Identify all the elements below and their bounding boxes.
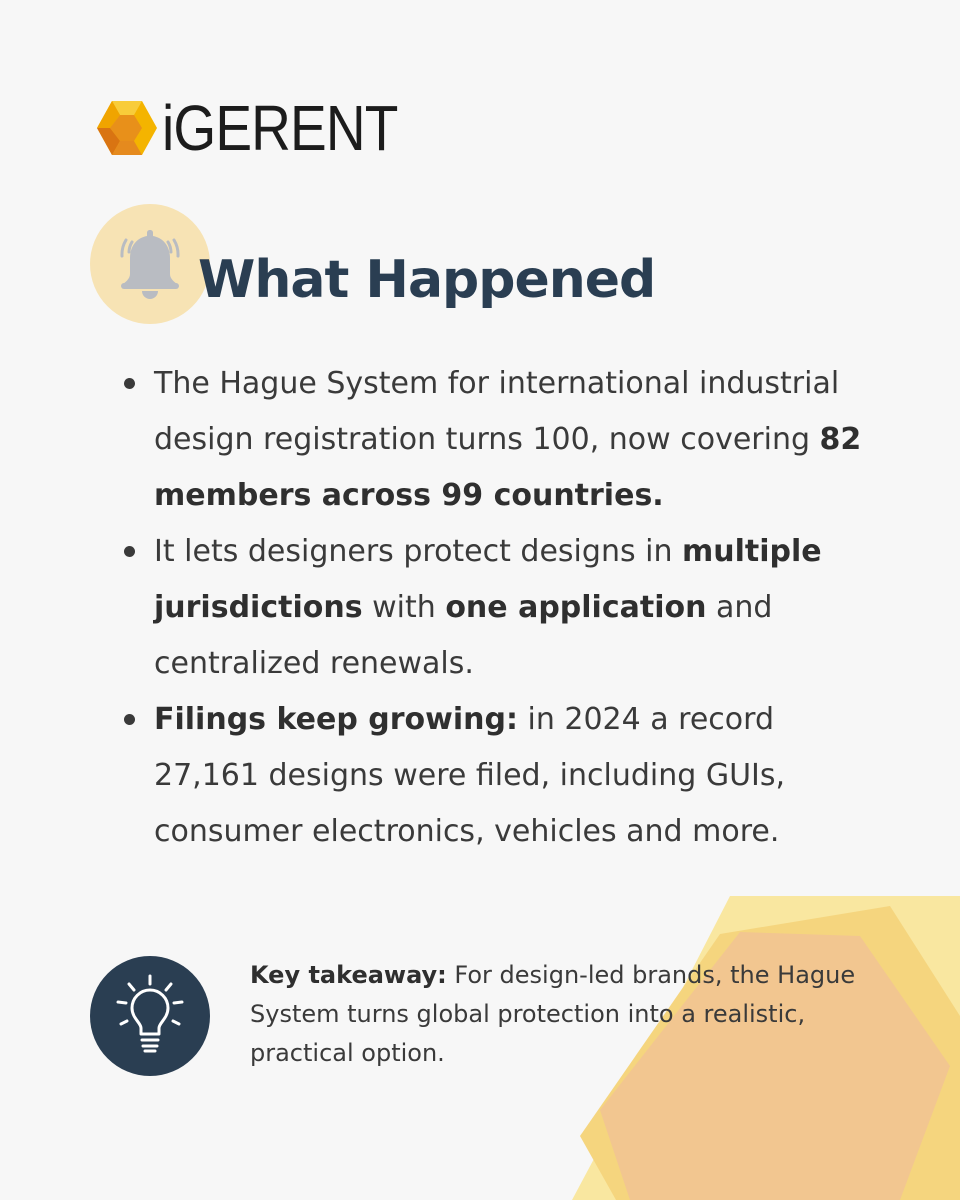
bullet-text-bold: 82 members across 99 countries. <box>154 422 862 513</box>
bullet-text: It lets designers protect designs in <box>154 534 683 569</box>
bullet-text: with <box>362 590 446 625</box>
brand-logo <box>96 92 436 164</box>
logo-hexagon-icon <box>96 97 158 159</box>
section-title: What Happened <box>198 250 656 310</box>
lightbulb-icon <box>112 972 188 1060</box>
key-takeaway <box>250 956 870 1073</box>
key-takeaway-text: For design-led brands, the Hague System turns global protection into a realistic, practical option. <box>250 961 856 1067</box>
bullet-text: and centralized renewals. <box>154 590 773 681</box>
bell-icon <box>112 222 188 302</box>
bullet-text: The Hague System for international industrial design registration turns 100, now covering <box>154 366 840 457</box>
bullet-text-bold: Filings keep growing: <box>154 702 518 737</box>
bullet-text: in 2024 a record 27,161 designs were filed, including GUIs, consumer electronics, vehicles and more. <box>154 702 786 849</box>
bullet-text-bold: one application <box>445 590 707 625</box>
bullet-item <box>120 356 880 524</box>
bullet-item <box>120 692 880 860</box>
bullet-list <box>120 356 880 860</box>
key-takeaway-label: Key takeaway: <box>250 961 447 989</box>
bullet-item <box>120 524 880 692</box>
bullet-text-bold: multiple jurisdictions <box>154 534 822 625</box>
brand-name: iGERENT <box>162 92 398 164</box>
